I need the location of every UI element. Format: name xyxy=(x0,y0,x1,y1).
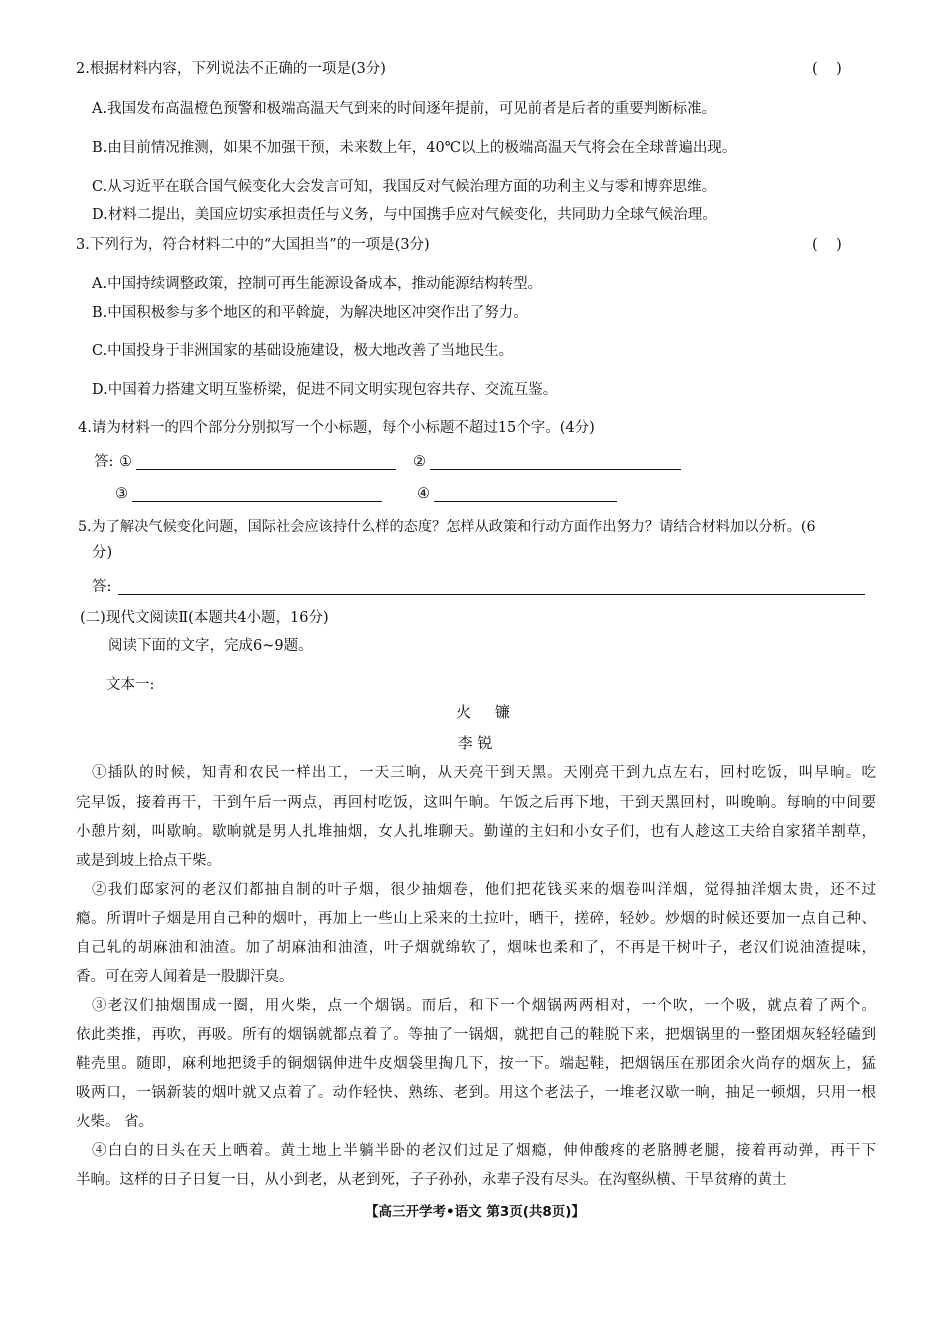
section2-heading: (二)现代文阅读Ⅱ(本题共4小题，16分) xyxy=(80,610,329,626)
q4-answer-label: 答: xyxy=(94,454,114,470)
q2-option-b: B.由目前情况推测，如果不加强干预，未来数上年，40℃以上的极端高温天气将会在全球普遍出现。 xyxy=(92,140,737,156)
p3-line5: 火柴。 省。 xyxy=(76,1114,154,1130)
q4-answer-blank-1[interactable] xyxy=(136,469,396,470)
q4-mark-1: ① xyxy=(119,454,132,470)
p3-line4: 吸两口，一锅新装的烟叶就又点着了。动作轻快、熟练、老到。用这个老法子，一堆老汉歇一晌，抽足一顿烟，只用一根 xyxy=(76,1085,876,1101)
q4-mark-2: ② xyxy=(413,454,426,470)
q4-stem: 4.请为材料一的四个部分分别拟写一个小标题，每个小标题不超过15个字。(4分) xyxy=(78,420,595,436)
q4-mark-3: ③ xyxy=(115,486,128,502)
p2-line3: 自己轧的胡麻油和油渣。加了胡麻油和油渣，叶子烟就绵软了，烟味也柔和了，不再是干树叶子，老汉们说油渣提味， xyxy=(76,940,876,956)
p1-line2: 完早饭，接着再干，干到午后一两点，再回村吃饭，这叫午晌。午饭之后再下地，干到天黑回村，叫晚晌。每晌的中间要 xyxy=(76,795,876,811)
q3-stem: 3.下列行为，符合材料二中的“大国担当”的一项是(3分) xyxy=(76,237,430,253)
q4-answer-blank-2[interactable] xyxy=(430,469,681,470)
q4-answer-blank-4[interactable] xyxy=(434,501,617,502)
q5-answer-label: 答: xyxy=(92,579,112,595)
q5-stem-line1: 5.为了解决气候变化问题，国际社会应该持什么样的态度？怎样从政策和行动方面作出努力？请结合材料加以分析。(6 xyxy=(78,519,816,535)
p4-line1: ④白白的日头在天上晒着。黄土地上半躺半卧的老汉们过足了烟瘾，伸伸酸疼的老胳膊老腿，接着再动弹，再干下 xyxy=(92,1143,876,1159)
page-footer: 【高三开学考•语文 第3页(共8页)】 xyxy=(365,1204,585,1220)
q5-stem-line2: 分) xyxy=(92,545,113,561)
q3-option-c: C.中国投身于非洲国家的基础设施建设，极大地改善了当地民生。 xyxy=(92,343,514,359)
q2-option-d: D.材料二提出，美国应切实承担责任与义务，与中国携手应对气候变化，共同助力全球气候治理。 xyxy=(92,207,717,223)
text-one-label: 文本一: xyxy=(106,677,155,693)
p1-line1: ①插队的时候，知青和农民一样出工，一天三晌，从天亮干到天黑。天刚亮干到九点左右，回村吃饭，叫早晌。吃 xyxy=(92,765,876,781)
q5-answer-blank[interactable] xyxy=(118,594,865,595)
p3-line2: 依此类推，再吹，再吸。所有的烟锅就都点着了。等抽了一锅烟，就把自己的鞋脱下来，把烟锅里的一整团烟灰轻轻磕到 xyxy=(76,1027,876,1043)
p3-line3: 鞋壳里。随即，麻利地把烫手的铜烟锅伸进牛皮烟袋里掏几下，按一下。端起鞋，把烟锅压在那团余火尚存的烟灰上，猛 xyxy=(76,1056,876,1072)
p2-line4: 香。可在旁人闻着是一股脚汗臭。 xyxy=(76,969,294,985)
story-title: 火镰 xyxy=(455,703,534,721)
q3-option-a: A.中国持续调整政策，控制可再生能源设备成本，推动能源结构转型。 xyxy=(92,276,543,292)
p2-line1: ②我们邸家河的老汉们都抽自制的叶子烟，很少抽烟卷，他们把花钱买来的烟卷叫洋烟，觉得抽洋烟太贵，还不过 xyxy=(92,882,876,898)
q3-answer-bracket: ( ) xyxy=(812,237,842,253)
p1-line4: 或是到坡上拾点干柴。 xyxy=(76,853,221,869)
section2-instruction: 阅读下面的文字，完成6~9题。 xyxy=(108,638,313,654)
p3-line1: ③老汉们抽烟围成一圈，用火柴，点一个烟锅。而后，和下一个烟锅两两相对，一个吹，一个吸，就点着了两个。 xyxy=(92,998,876,1014)
q2-stem: 2.根据材料内容，下列说法不正确的一项是(3分) xyxy=(76,61,386,77)
story-author: 李 锐 xyxy=(457,734,493,752)
q4-answer-blank-3[interactable] xyxy=(132,501,382,502)
p4-line2: 半晌。这样的日子日复一日，从小到老，从老到死，子子孙孙，永辈子没有尽头。在沟壑纵横、干旱贫瘠的黄土 xyxy=(76,1172,787,1188)
p2-line2: 瘾。所谓叶子烟是用自己种的烟叶，再加上一些山上采来的土拉叶，晒干，搓碎，轻妙。炒烟的时候还要加一点自己种、 xyxy=(76,911,876,927)
p1-line3: 小憩片刻，叫歇晌。歇晌就是男人扎堆抽烟，女人扎堆聊天。勤谨的主妇和小女子们，也有人趁这工夫给自家猪羊割草， xyxy=(76,824,876,840)
q2-option-c: C.从习近平在联合国气候变化大会发言可知，我国反对气候治理方面的功利主义与零和博弈思维。 xyxy=(92,179,717,195)
q3-option-b: B.中国积极参与多个地区的和平斡旋，为解决地区冲突作出了努力。 xyxy=(92,305,528,321)
q2-answer-bracket: ( ) xyxy=(812,61,842,77)
q2-option-a: A.我国发布高温橙色预警和极端高温天气到来的时间逐年提前，可见前者是后者的重要判断标准。 xyxy=(92,101,717,117)
q3-option-d: D.中国着力搭建文明互鉴桥梁，促进不同文明实现包容共存、交流互鉴。 xyxy=(92,382,558,398)
q4-mark-4: ④ xyxy=(417,486,430,502)
